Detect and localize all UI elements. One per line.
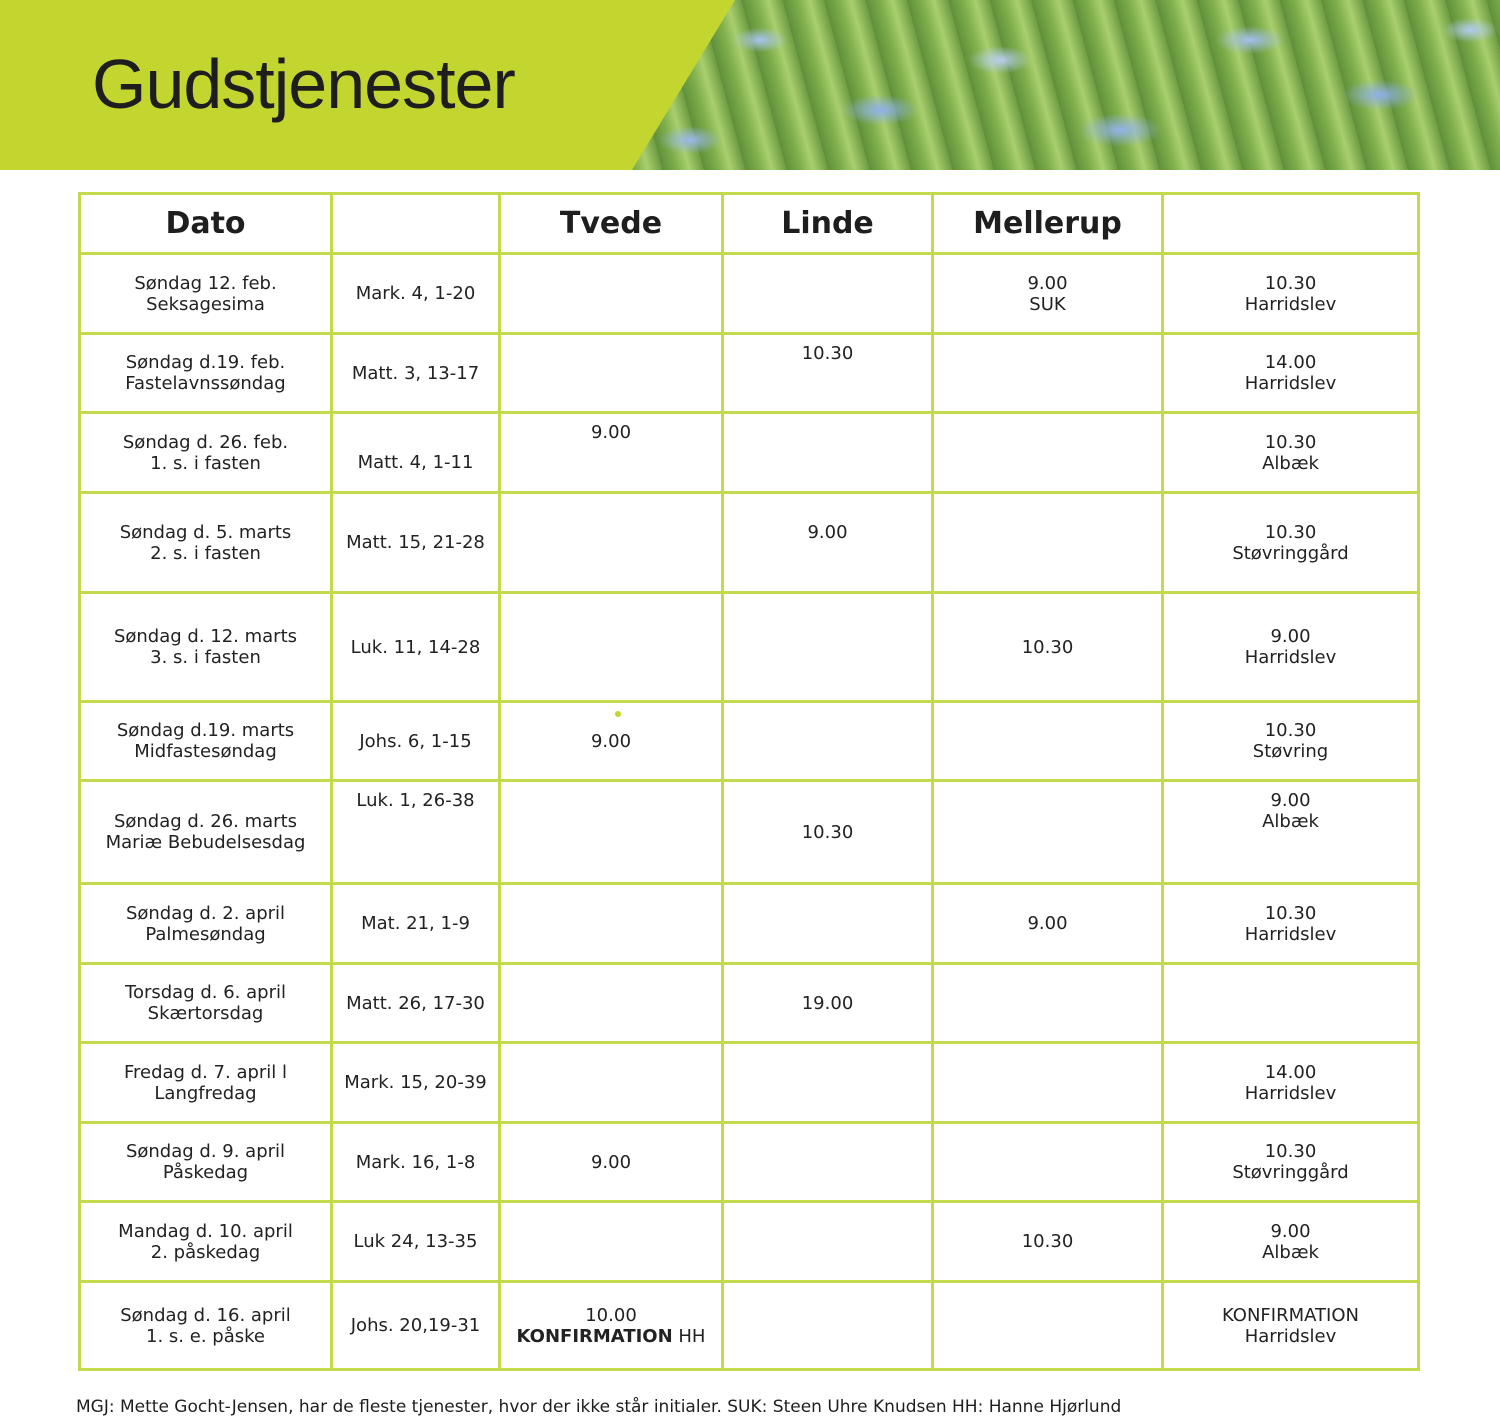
cell-line: Søndag d. 26. feb. [122, 431, 289, 453]
cell-line: Støvring [1252, 741, 1329, 762]
cell-text [332, 1043, 500, 1123]
cell-mellerup [933, 964, 1163, 1043]
cell-tvede [500, 254, 723, 334]
cell-mellerup [933, 781, 1163, 884]
cell-linde [723, 334, 933, 413]
cell-line: 9.00 [807, 522, 848, 543]
cell-line: Mat. 21, 1-9 [361, 913, 470, 934]
table-row [80, 702, 1419, 781]
cell-date [80, 1282, 332, 1370]
decorative-dot [615, 711, 621, 717]
table-row [80, 1282, 1419, 1370]
table-row [80, 413, 1419, 493]
cell-tvede [500, 1282, 723, 1370]
cell-line: 10.30 [801, 343, 854, 364]
table-row [80, 884, 1419, 964]
cell-line: Harridslev [1244, 293, 1337, 315]
cell-line: 9.00 [1027, 272, 1068, 294]
cell-date [80, 1202, 332, 1282]
cell-line: Harridslev [1244, 1082, 1337, 1104]
footnote: MGJ: Mette Gocht-Jensen, har de fleste tjenester, hvor der ikke står initialer. SUK: Steen Uhre Knudsen HH: Hanne Hjørlund [76, 1397, 1122, 1417]
cell-text [332, 254, 500, 334]
page-title: Gudstjenester [92, 45, 515, 123]
cell-tvede [500, 781, 723, 884]
cell-tvede [500, 593, 723, 702]
cell-linde [723, 702, 933, 781]
cell-line: Søndag d. 5. marts [119, 521, 292, 543]
header-text [332, 194, 500, 254]
cell-line: KONFIRMATION [1221, 1304, 1359, 1326]
cell-line: Albæk [1262, 452, 1319, 474]
cell-line: Søndag d. 12. marts [113, 626, 298, 647]
cell-text [332, 334, 500, 413]
cell-mellerup [933, 334, 1163, 413]
cell-line: 1. s. i fasten [150, 452, 261, 474]
cell-line: Luk 24, 13-35 [353, 1231, 478, 1252]
cell-text [332, 493, 500, 593]
cell-text [332, 884, 500, 964]
cell-date [80, 334, 332, 413]
cell-tvede [500, 493, 723, 593]
cell-text [332, 1282, 500, 1370]
cell-line: Matt. 3, 13-17 [351, 362, 480, 384]
cell-line: Søndag d. 26. marts [113, 811, 298, 832]
cell-text [332, 781, 500, 884]
cell-tvede [500, 1123, 723, 1202]
table-row [80, 254, 1419, 334]
cell-line: Støvringgård [1232, 1162, 1349, 1183]
cell-line: 10.30 [1264, 431, 1317, 453]
header-tvede: Tvede [500, 194, 723, 254]
cell-date [80, 702, 332, 781]
header-date: Dato [80, 194, 332, 254]
cell-mellerup [933, 493, 1163, 593]
cell-tvede [500, 334, 723, 413]
cell-line: 10.30 [1264, 272, 1317, 294]
cell-line: Søndag d.19. marts [116, 720, 295, 741]
cell-line: Albæk [1262, 811, 1319, 832]
table-row [80, 493, 1419, 593]
cell-line: 9.00 [590, 1151, 632, 1173]
cell-line: 2. påskedag [150, 1241, 261, 1263]
cell-line: 9.00 [1270, 1220, 1311, 1242]
cell-linde [723, 1043, 933, 1123]
cell-line: Matt. 15, 21-28 [346, 532, 485, 553]
cell-linde [723, 1202, 933, 1282]
header-linde: Linde [723, 194, 933, 254]
cell-tvede [500, 884, 723, 964]
service-schedule-table [78, 192, 1420, 1371]
cell-mellerup [933, 1123, 1163, 1202]
cell-mellerup [933, 702, 1163, 781]
header-mellerup: Mellerup [933, 194, 1163, 254]
cell-tvede [500, 413, 723, 493]
cell-line: Luk. 1, 26-38 [356, 790, 475, 811]
cell-line: 10.30 [1264, 902, 1317, 924]
cell-linde [723, 781, 933, 884]
cell-line: 10.30 [801, 821, 854, 843]
cell-other [1163, 1043, 1419, 1123]
cell-line: Søndag d. 9. april [125, 1141, 286, 1162]
cell-line: Midfastesøndag [134, 741, 277, 762]
cell-date [80, 1043, 332, 1123]
cell-other [1163, 493, 1419, 593]
cell-other [1163, 413, 1419, 493]
cell-text [332, 1202, 500, 1282]
cell-other [1163, 1123, 1419, 1202]
cell-line: Mandag d. 10. april [118, 1220, 293, 1242]
cell-mellerup [933, 254, 1163, 334]
cell-text [332, 1123, 500, 1202]
cell-line: Harridslev [1244, 923, 1337, 945]
cell-line: 10.30 [1264, 1141, 1317, 1162]
cell-other [1163, 254, 1419, 334]
cell-date [80, 254, 332, 334]
cell-line: Søndag d. 2. april [125, 902, 286, 924]
cell-linde [723, 964, 933, 1043]
cell-line: Harridslev [1244, 373, 1337, 394]
cell-line: Johs. 20,19-31 [350, 1315, 481, 1336]
cell-date [80, 964, 332, 1043]
cell-line: Torsdag d. 6. april [125, 982, 286, 1003]
cell-tvede [500, 1202, 723, 1282]
header-other [1163, 194, 1419, 254]
cell-date [80, 781, 332, 884]
cell-line: Mark. 16, 1-8 [355, 1151, 476, 1173]
table-body [80, 254, 1419, 1370]
cell-line: 9.00 [590, 730, 632, 752]
cell-mellerup [933, 884, 1163, 964]
table-row [80, 1043, 1419, 1123]
header-banner [0, 0, 1500, 170]
confirmation-label: KONFIRMATION [516, 1325, 673, 1347]
cell-linde [723, 1123, 933, 1202]
cell-other [1163, 593, 1419, 702]
cell-line: 10.30 [1264, 720, 1317, 741]
table-row [80, 1123, 1419, 1202]
cell-line: 10.30 [1021, 636, 1074, 658]
confirmation-line [501, 1326, 721, 1347]
cell-line: 9.00 [1027, 913, 1068, 934]
confirmation-initials: HH [672, 1325, 706, 1347]
cell-line: Palmesøndag [145, 923, 266, 945]
cell-line: 10.00 [585, 1304, 637, 1326]
cell-line: 14.00 [1264, 352, 1317, 373]
cell-line: Søndag d. 16. april [120, 1304, 291, 1326]
cell-line: 1. s. e. påske [146, 1325, 265, 1347]
cell-text [332, 593, 500, 702]
cell-mellerup [933, 413, 1163, 493]
cell-line: Søndag d.19. feb. [125, 352, 286, 373]
cell-line: Langfredag [154, 1082, 257, 1104]
cell-line: Albæk [1262, 1241, 1319, 1263]
cell-line: Harridslev [1244, 647, 1337, 668]
cell-line: Fastelavnssøndag [125, 373, 286, 394]
cell-line: Søndag 12. feb. [134, 272, 277, 294]
cell-line: 9.00 [1270, 626, 1311, 647]
cell-other [1163, 1282, 1419, 1370]
cell-line: Harridslev [1244, 1325, 1337, 1347]
cell-mellerup [933, 1282, 1163, 1370]
cell-line: Påskedag [162, 1162, 249, 1183]
cell-line: Johs. 6, 1-15 [359, 730, 472, 752]
cell-line: 14.00 [1264, 1061, 1317, 1083]
cell-mellerup [933, 1202, 1163, 1282]
cell-other [1163, 1202, 1419, 1282]
cell-line: Luk. 11, 14-28 [350, 636, 481, 658]
table-row [80, 593, 1419, 702]
cell-text [332, 413, 500, 493]
cell-line: Matt. 4, 1-11 [357, 452, 474, 473]
cell-linde [723, 593, 933, 702]
cell-mellerup [933, 593, 1163, 702]
cell-other [1163, 702, 1419, 781]
cell-line: Mark. 15, 20-39 [344, 1072, 487, 1093]
cell-other [1163, 964, 1419, 1043]
cell-text [332, 964, 500, 1043]
cell-line: Seksagesima [146, 293, 265, 315]
cell-date [80, 884, 332, 964]
cell-line: SUK [1029, 293, 1066, 315]
cell-other [1163, 884, 1419, 964]
cell-line: 9.00 [1270, 790, 1311, 811]
cell-other [1163, 334, 1419, 413]
cell-line: 2. s. i fasten [150, 542, 261, 564]
cell-text [332, 702, 500, 781]
cell-linde [723, 1282, 933, 1370]
cell-date [80, 1123, 332, 1202]
cell-date [80, 593, 332, 702]
cell-linde [723, 413, 933, 493]
cell-linde [723, 254, 933, 334]
cell-line: Mark. 4, 1-20 [355, 283, 476, 304]
cell-line: 10.30 [1264, 521, 1317, 543]
table-row [80, 781, 1419, 884]
cell-tvede [500, 1043, 723, 1123]
cell-linde [723, 493, 933, 593]
cell-line: 10.30 [1021, 1231, 1074, 1252]
table-header-row [80, 194, 1419, 254]
table-row [80, 964, 1419, 1043]
cell-other [1163, 781, 1419, 884]
cell-line: Fredag d. 7. april l [123, 1061, 288, 1083]
table-row [80, 334, 1419, 413]
cell-mellerup [933, 1043, 1163, 1123]
cell-line: Matt. 26, 17-30 [346, 992, 485, 1014]
cell-line: 19.00 [801, 992, 854, 1014]
cell-line: Støvringgård [1232, 542, 1349, 564]
cell-tvede [500, 964, 723, 1043]
cell-line: Skærtorsdag [147, 1003, 264, 1024]
cell-linde [723, 884, 933, 964]
table-row [80, 1202, 1419, 1282]
cell-tvede [500, 702, 723, 781]
cell-date [80, 413, 332, 493]
cell-date [80, 493, 332, 593]
cell-line: 3. s. i fasten [150, 647, 261, 668]
cell-line: 9.00 [590, 422, 632, 443]
cell-line: Mariæ Bebudelsesdag [105, 832, 306, 853]
